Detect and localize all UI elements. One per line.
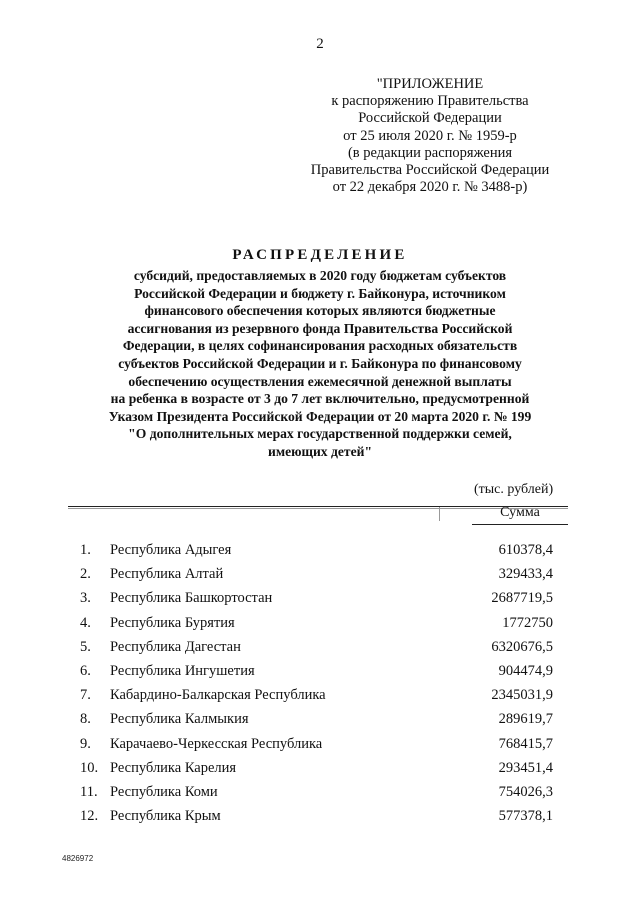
region-name: Республика Дагестан: [110, 638, 241, 655]
amount-value: 1772750: [502, 614, 553, 631]
region-name: Республика Коми: [110, 783, 218, 800]
document-subtitle: [60, 267, 580, 461]
subtitle-line: субсидий, предоставляемых в 2020 году бюджетам субъектов: [133, 268, 507, 283]
appendix-line: Правительства Российской Федерации: [310, 162, 550, 179]
table-row: [0, 804, 640, 828]
units-label: (тыс. рублей): [474, 482, 554, 497]
row-number: 3.: [80, 590, 91, 607]
amount-value: 904474,9: [498, 662, 553, 679]
row-number: 6.: [80, 662, 91, 679]
appendix-line: к распоряжению Правительства: [331, 93, 529, 110]
row-number: 11.: [80, 783, 98, 800]
table-row: [0, 659, 640, 683]
region-name: Республика Башкортостан: [110, 590, 273, 607]
amount-value: 289619,7: [498, 711, 553, 728]
row-number: 5.: [80, 638, 91, 655]
header-rule: [472, 524, 568, 525]
row-number: 9.: [80, 735, 91, 752]
header-divider: [439, 507, 440, 521]
appendix-line: (в редакции распоряжения: [347, 144, 513, 161]
amount-value: 754026,3: [498, 783, 553, 800]
amount-value: 6320676,5: [491, 638, 553, 655]
region-name: Карачаево-Черкесская Республика: [110, 735, 323, 752]
amount-value: 768415,7: [498, 735, 553, 752]
subtitle-line: субъектов Российской Федерации и г. Байконура по финансовому: [118, 355, 522, 371]
region-name: Кабардино-Балкарская Республика: [110, 687, 326, 704]
table-row: [0, 611, 640, 635]
table-row: [0, 732, 640, 756]
table-row: [0, 756, 640, 780]
page-number: 2: [316, 36, 324, 52]
subtitle-line: финансового обеспечения которых являются бюджетные: [144, 303, 496, 319]
row-number: 12.: [80, 808, 99, 825]
amount-value: 293451,4: [498, 759, 553, 776]
document-code: 4826972: [62, 854, 94, 863]
row-number: 4.: [80, 614, 91, 631]
amount-value: 2687719,5: [491, 590, 553, 607]
subtitle-line: имеющих детей": [267, 443, 373, 459]
distribution-table: [0, 538, 640, 828]
region-name: Республика Алтай: [110, 566, 224, 583]
subtitle-line: Федерации, в целях софинансирования расходных обязательств: [122, 338, 518, 354]
row-number: 10.: [80, 759, 99, 776]
amount-column-header: Сумма: [500, 505, 540, 520]
region-name: Республика Ингушетия: [110, 662, 255, 679]
table-row: [0, 780, 640, 804]
row-number: 8.: [80, 711, 91, 728]
table-row: [0, 707, 640, 731]
table-row: [0, 538, 640, 562]
subtitle-line: "О дополнительных мерах государственной поддержки семей,: [128, 426, 512, 442]
appendix-line: от 25 июля 2020 г. № 1959-р: [343, 127, 517, 144]
table-header: [68, 501, 568, 525]
amount-value: 577378,1: [498, 808, 553, 825]
appendix-line: от 22 декабря 2020 г. № 3488-р): [332, 179, 528, 196]
region-name: Республика Карелия: [110, 759, 237, 776]
amount-value: 2345031,9: [491, 687, 553, 704]
row-number: 7.: [80, 687, 91, 704]
table-row: [0, 635, 640, 659]
document-title: РАСПРЕДЕЛЕНИЕ: [232, 247, 408, 263]
appendix-block: [290, 76, 570, 196]
subtitle-line: ассигнования из резервного фонда Правительства Российской: [127, 320, 513, 336]
table-row: [0, 586, 640, 610]
table-row: [0, 683, 640, 707]
region-name: Республика Калмыкия: [110, 711, 249, 728]
region-name: Республика Крым: [110, 808, 221, 825]
appendix-line: "ПРИЛОЖЕНИЕ: [376, 76, 484, 92]
table-row: [0, 562, 640, 586]
subtitle-line: Указом Президента Российской Федерации от 20 марта 2020 г. № 199: [108, 408, 532, 424]
subtitle-line: Российской Федерации и бюджету г. Байконура, источником: [134, 285, 506, 301]
row-number: 1.: [80, 542, 91, 558]
row-number: 2.: [80, 566, 91, 583]
region-name: Республика Адыгея: [110, 542, 232, 558]
amount-value: 329433,4: [498, 566, 553, 583]
amount-value: 610378,4: [498, 542, 553, 558]
subtitle-line: на ребенка в возрасте от 3 до 7 лет включительно, предусмотренной: [110, 391, 530, 407]
region-name: Республика Бурятия: [110, 614, 235, 631]
subtitle-line: обеспечению осуществления ежемесячной денежной выплаты: [128, 373, 512, 389]
appendix-line: Российской Федерации: [358, 110, 502, 127]
